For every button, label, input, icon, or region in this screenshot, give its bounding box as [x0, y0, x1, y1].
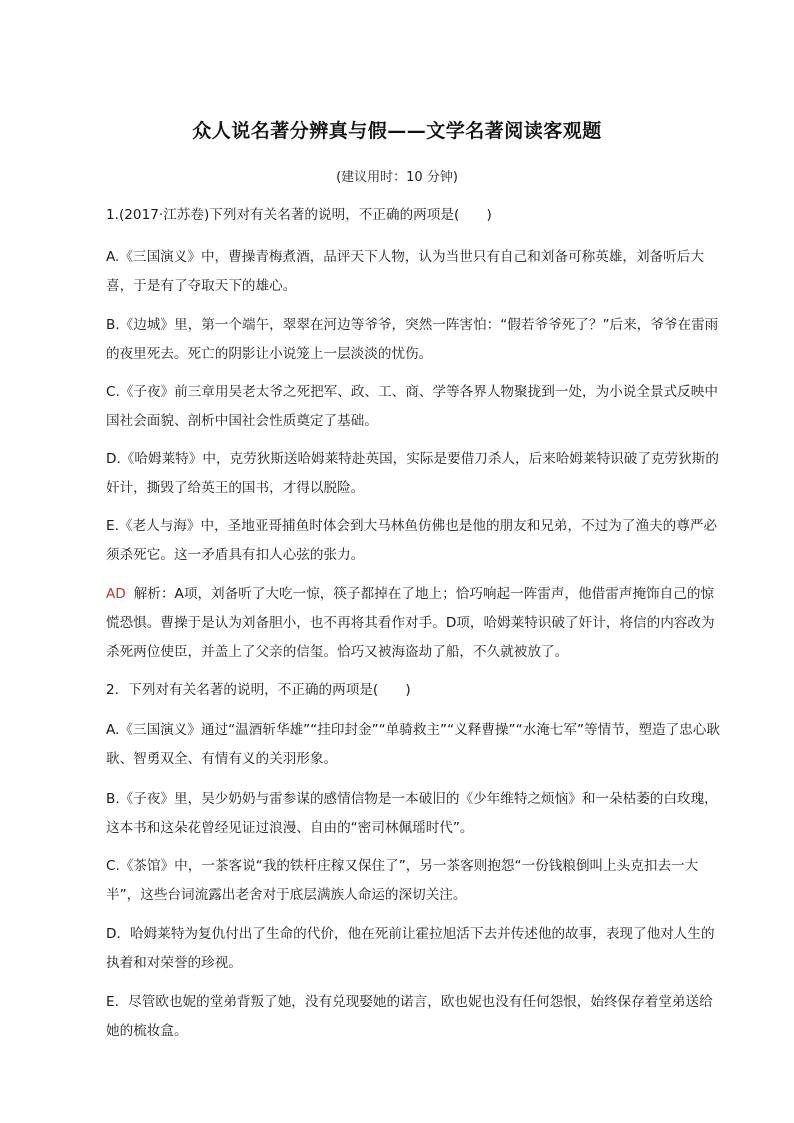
question-1-answer: AD [106, 586, 126, 602]
question-1-option-d: D.《哈姆莱特》中，克劳狄斯送哈姆莱特赴英国，实际是要借刀杀人，后来哈姆莱特识破了克劳狄斯的奸计，撕毁了给英王的国书，才得以脱险。 [106, 451, 719, 496]
question-1-stem: 1.(2017·江苏卷)下列对有关名著的说明，不正确的两项是( ) [106, 207, 492, 223]
question-2-stem: 2．下列对有关名著的说明，不正确的两项是( ) [106, 682, 411, 698]
question-2-option-c: C.《茶馆》中，一茶客说“我的铁杆庄稼又保住了”，另一茶客则抱怨“一份钱粮倒叫上头克扣去一大半”，这些台词流露出老舍对于底层满族人命运的深切关注。 [106, 858, 699, 903]
question-2-option-a: A.《三国演义》通过“温酒斩华雄”“挂印封金”“单骑救主”“义释曹操”“水淹七军”等情节，塑造了忠心耿耿、智勇双全、有情有义的关羽形象。 [106, 722, 720, 767]
question-1-explanation: 解析：A项，刘备听了大吃一惊，筷子都掉在了地上；恰巧响起一阵雷声，他借雷声掩饰自己的惊慌恐惧。曹操于是认为刘备胆小，也不再将其看作对手。D项，哈姆莱特识破了奸计，将信的内容改为杀死两位使臣，并盖上了父亲的信玺。恰巧又被海盗劫了船，不久就被放了。 [106, 586, 715, 660]
page-title: 众人说名著分辨真与假——文学名著阅读客观题 [192, 120, 602, 142]
question-2-option-d: D．哈姆莱特为复仇付出了生命的代价，他在死前让霍拉旭活下去并传述他的故事，表现了他对人生的执着和对荣誉的珍视。 [106, 926, 715, 971]
question-2-option-b: B.《子夜》里，吴少奶奶与雷参谋的感情信物是一本破旧的《少年维特之烦恼》和一朵枯萎的白玫瑰，这本书和这朵花曾经见证过浪漫、自由的“密司林佩瑶时代”。 [106, 791, 718, 836]
question-2-option-e: E．尽管欧也妮的堂弟背叛了她，没有兑现娶她的诺言，欧也妮也没有任何怨恨，始终保存着堂弟送给她的梳妆盒。 [106, 994, 713, 1039]
question-1-option-c: C.《子夜》前三章用吴老太爷之死把军、政、工、商、学等各界人物聚拢到一处，为小说全景式反映中国社会面貌、剖析中国社会性质奠定了基础。 [106, 384, 718, 429]
question-1-option-a: A.《三国演义》中，曹操青梅煮酒，品评天下人物，认为当世只有自己和刘备可称英雄，刘备听后大喜，于是有了夺取天下的雄心。 [106, 249, 704, 294]
question-1-option-b: B.《边城》里，第一个端午，翠翠在河边等爷爷，突然一阵害怕：“假若爷爷死了？”后来，爷爷在雷雨的夜里死去。死亡的阴影让小说笼上一层淡淡的忧伤。 [106, 317, 719, 362]
page-subtitle: (建议用时：10 分钟) [336, 170, 458, 185]
question-1-option-e: E.《老人与海》中，圣地亚哥捕鱼时体会到大马林鱼仿佛也是他的朋友和兄弟，不过为了渔夫的尊严必须杀死它。这一矛盾具有扣人心弦的张力。 [106, 518, 718, 563]
question-1-explanation-block [106, 580, 720, 667]
